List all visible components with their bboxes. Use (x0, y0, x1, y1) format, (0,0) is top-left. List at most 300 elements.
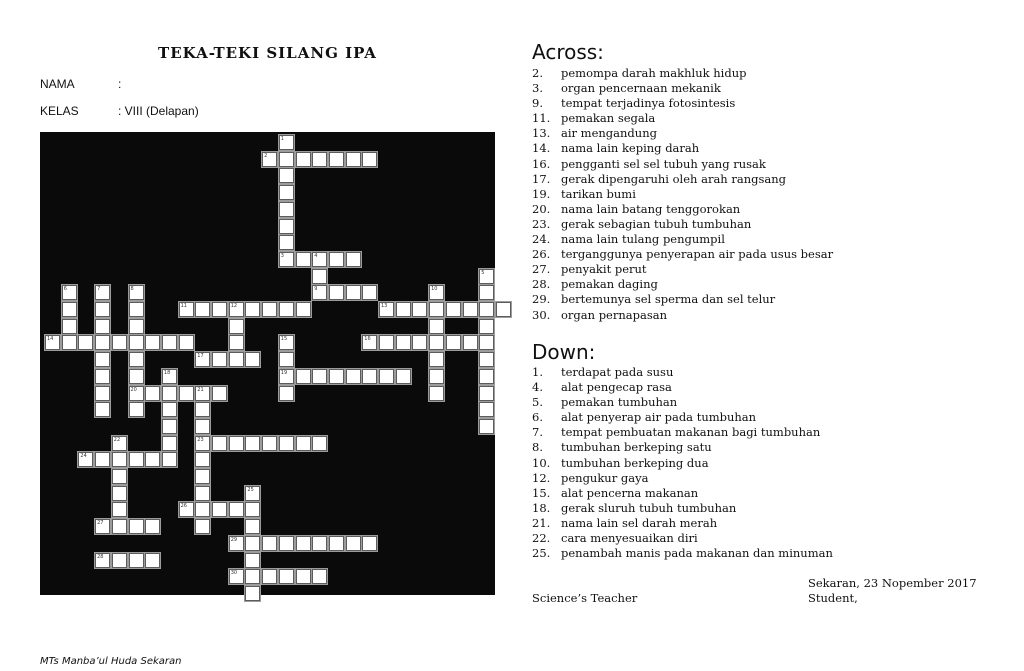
clue-text: alat pengecap rasa (561, 380, 672, 395)
clue-number: 24. (532, 232, 551, 247)
cell-number-25: 25 (247, 486, 254, 493)
cell-number-1: 1 (280, 136, 284, 142)
clue-text: tempat pembuatan makanan bagi tumbuhan (561, 425, 821, 440)
grid-cell[interactable] (95, 352, 110, 367)
grid-cell[interactable] (62, 335, 77, 350)
grid-cell[interactable] (112, 486, 127, 501)
down-clue-item (532, 486, 833, 501)
cell-number-2: 2 (264, 152, 268, 159)
clue-number: 6. (532, 410, 543, 425)
grid-cell[interactable] (296, 569, 311, 584)
grid-cell[interactable] (279, 219, 294, 234)
grid-cell[interactable] (195, 502, 210, 517)
cell-number-24: 24 (80, 453, 87, 460)
cell-number-12: 12 (230, 303, 238, 309)
grid-cell[interactable] (95, 369, 110, 384)
grid-cell[interactable] (145, 386, 160, 401)
grid-cell[interactable] (212, 386, 227, 401)
clue-text: tarikan bumi (561, 186, 636, 201)
cell-number-20: 20 (130, 386, 137, 393)
clue-text: cara menyesuaikan diri (561, 531, 698, 546)
grid-cell[interactable] (245, 302, 260, 317)
grid-cell[interactable] (379, 302, 394, 317)
cell-number-11: 11 (180, 303, 187, 309)
grid-cell[interactable] (145, 452, 160, 467)
cell-number-19: 19 (280, 369, 288, 376)
grid-cell[interactable] (112, 452, 127, 467)
grid-cell[interactable] (446, 335, 461, 350)
grid-cell[interactable] (479, 285, 494, 300)
grid-cell[interactable] (129, 402, 144, 417)
grid-cell[interactable] (479, 352, 494, 367)
crossword-grid (40, 132, 495, 595)
clue-number: 9. (532, 96, 543, 111)
grid-cell[interactable] (112, 469, 127, 484)
clue-text: terganggunya penyerapan air pada usus besar (561, 247, 834, 262)
grid-cell[interactable] (429, 302, 444, 317)
grid-cell[interactable] (195, 352, 210, 367)
grid-cell[interactable] (279, 536, 294, 551)
clue-text: bertemunya sel sperma dan sel telur (561, 292, 776, 307)
cell-number-17: 17 (197, 353, 204, 360)
clue-text: nama lain batang tenggorokan (561, 201, 741, 216)
grid-cell[interactable] (212, 352, 227, 367)
grid-cell[interactable] (78, 452, 93, 467)
clue-text: gerak dipengaruhi oleh arah rangsang (561, 171, 787, 186)
cell-number-8: 8 (130, 286, 134, 293)
nama-label: NAMA (40, 77, 75, 91)
grid-cell[interactable] (329, 285, 344, 300)
grid-cell[interactable] (296, 252, 311, 267)
clue-text: pemakan segala (561, 111, 656, 126)
clue-text: nama lain sel darah merah (561, 515, 718, 530)
cell-number-27: 27 (97, 520, 104, 527)
clue-number: 19. (532, 186, 551, 201)
grid-cell[interactable] (229, 302, 244, 317)
cell-number-21: 21 (197, 386, 204, 393)
grid-cell[interactable] (162, 452, 177, 467)
grid-cell[interactable] (279, 135, 294, 150)
grid-cell[interactable] (112, 553, 127, 568)
grid-cell[interactable] (212, 302, 227, 317)
nama-separator: : (118, 77, 122, 91)
grid-cell[interactable] (129, 335, 144, 350)
grid-cell[interactable] (312, 252, 327, 267)
grid-cell[interactable] (95, 285, 110, 300)
grid-cell[interactable] (262, 569, 277, 584)
across-clue-item (532, 308, 833, 323)
grid-cell[interactable] (129, 285, 144, 300)
grid-cell[interactable] (312, 536, 327, 551)
grid-cell[interactable] (296, 302, 311, 317)
down-clue-list (532, 365, 833, 561)
grid-cell[interactable] (429, 285, 444, 300)
grid-cell[interactable] (362, 285, 377, 300)
grid-cell[interactable] (429, 386, 444, 401)
cell-number-15: 15 (280, 336, 288, 343)
grid-cell[interactable] (296, 536, 311, 551)
grid-cell[interactable] (95, 335, 110, 350)
grid-cell[interactable] (162, 335, 177, 350)
across-heading: Across: (532, 40, 604, 64)
clue-number: 14. (532, 141, 551, 156)
clue-text: gerak sebagian tubuh tumbuhan (561, 216, 752, 231)
cell-number-14: 14 (47, 336, 54, 343)
grid-cell[interactable] (179, 386, 194, 401)
grid-cell[interactable] (195, 519, 210, 534)
grid-cell[interactable] (262, 302, 277, 317)
grid-cell[interactable] (62, 319, 77, 334)
clue-number: 28. (532, 277, 551, 292)
grid-cell[interactable] (162, 402, 177, 417)
across-clue-list (532, 66, 833, 323)
across-clue-item (532, 262, 833, 277)
clue-number: 10. (532, 455, 551, 470)
grid-cell[interactable] (229, 502, 244, 517)
clue-text: pemakan daging (561, 277, 658, 292)
across-clue-item (532, 96, 833, 111)
grid-cell[interactable] (95, 402, 110, 417)
across-clue-item (532, 126, 833, 141)
down-clue-item (532, 546, 833, 561)
clue-number: 8. (532, 440, 543, 455)
across-clue-item (532, 277, 833, 292)
grid-cell[interactable] (312, 436, 327, 451)
grid-cell[interactable] (279, 436, 294, 451)
down-clue-item (532, 531, 833, 546)
grid-cell[interactable] (396, 302, 411, 317)
clue-number: 2. (532, 66, 543, 80)
grid-cell[interactable] (62, 285, 77, 300)
grid-cell[interactable] (312, 569, 327, 584)
down-clue-item (532, 516, 833, 531)
grid-cell[interactable] (112, 436, 127, 451)
clue-text: pengganti sel sel tubuh yang rusak (561, 156, 766, 171)
grid-cell[interactable] (245, 536, 260, 551)
grid-cell[interactable] (195, 419, 210, 434)
grid-cell[interactable] (412, 335, 427, 350)
cell-number-5: 5 (481, 269, 485, 276)
grid-cell[interactable] (279, 302, 294, 317)
cell-number-30: 30 (230, 570, 238, 577)
grid-cell[interactable] (62, 302, 77, 317)
clue-number: 22. (532, 531, 551, 546)
grid-cell[interactable] (45, 335, 60, 350)
grid-cell[interactable] (312, 285, 327, 300)
grid-cell[interactable] (229, 436, 244, 451)
clue-number: 3. (532, 81, 543, 96)
grid-cell[interactable] (279, 152, 294, 167)
grid-cell[interactable] (279, 168, 294, 183)
grid-cell[interactable] (262, 152, 277, 167)
cell-number-6: 6 (63, 286, 67, 293)
grid-cell[interactable] (112, 502, 127, 517)
across-clue-item (532, 111, 833, 126)
grid-cell[interactable] (179, 502, 194, 517)
down-clue-item (532, 365, 833, 380)
kelas-label: KELAS (40, 104, 79, 118)
grid-cell[interactable] (379, 369, 394, 384)
clue-text: tempat terjadinya fotosintesis (561, 96, 736, 111)
grid-cell[interactable] (479, 386, 494, 401)
grid-cell[interactable] (179, 302, 194, 317)
cell-number-4: 4 (314, 252, 318, 259)
grid-cell[interactable] (362, 152, 377, 167)
grid-cell[interactable] (362, 369, 377, 384)
grid-cell[interactable] (145, 519, 160, 534)
cell-number-18: 18 (163, 369, 171, 376)
grid-cell[interactable] (396, 335, 411, 350)
grid-cell[interactable] (95, 452, 110, 467)
grid-cell[interactable] (329, 536, 344, 551)
grid-cell[interactable] (279, 369, 294, 384)
grid-cell[interactable] (279, 386, 294, 401)
grid-cell[interactable] (78, 335, 93, 350)
grid-cell[interactable] (162, 436, 177, 451)
clue-text: alat pencerna makanan (561, 485, 699, 500)
clue-text: air mengandung (561, 126, 657, 141)
clue-number: 30. (532, 307, 551, 322)
grid-cell[interactable] (279, 235, 294, 250)
across-clue-item (532, 157, 833, 172)
grid-cell[interactable] (362, 536, 377, 551)
clue-number: 16. (532, 156, 551, 171)
grid-cell[interactable] (412, 302, 427, 317)
grid-cell[interactable] (229, 335, 244, 350)
grid-cell[interactable] (95, 553, 110, 568)
grid-cell[interactable] (129, 352, 144, 367)
clue-text: terdapat pada susu (561, 365, 674, 379)
grid-cell[interactable] (279, 569, 294, 584)
clue-number: 11. (532, 111, 551, 126)
across-clue-item (532, 66, 833, 81)
page-title: TEKA-TEKI SILANG IPA (158, 44, 377, 62)
grid-cell[interactable] (145, 335, 160, 350)
grid-cell[interactable] (429, 319, 444, 334)
grid-cell[interactable] (396, 369, 411, 384)
grid-cell[interactable] (346, 252, 361, 267)
clue-text: penyakit perut (561, 262, 647, 277)
grid-cell[interactable] (346, 152, 361, 167)
grid-cell[interactable] (195, 436, 210, 451)
down-clue-item (532, 380, 833, 395)
grid-cell[interactable] (245, 436, 260, 451)
grid-cell[interactable] (262, 436, 277, 451)
grid-cell[interactable] (346, 285, 361, 300)
clue-number: 4. (532, 380, 543, 395)
grid-cell[interactable] (162, 419, 177, 434)
school-footer: MTs Manba’ul Huda Sekaran (40, 656, 182, 667)
grid-cell[interactable] (312, 152, 327, 167)
grid-cell[interactable] (245, 352, 260, 367)
clue-number: 12. (532, 470, 551, 485)
grid-cell[interactable] (195, 486, 210, 501)
down-clue-item (532, 456, 833, 471)
clue-number: 27. (532, 262, 551, 277)
across-clue-item (532, 187, 833, 202)
clue-number: 20. (532, 201, 551, 216)
grid-cell[interactable] (229, 536, 244, 551)
clue-text: pemompa darah makhluk hidup (561, 66, 747, 80)
grid-cell[interactable] (463, 335, 478, 350)
grid-cell[interactable] (346, 369, 361, 384)
grid-cell[interactable] (262, 536, 277, 551)
clue-text: penambah manis pada makanan dan minuman (561, 546, 833, 561)
grid-cell[interactable] (296, 152, 311, 167)
across-clue-item (532, 247, 833, 262)
grid-cell[interactable] (245, 519, 260, 534)
grid-cell[interactable] (496, 302, 511, 317)
grid-cell[interactable] (129, 302, 144, 317)
cell-number-13: 13 (381, 303, 388, 309)
clue-number: 29. (532, 292, 551, 307)
grid-cell[interactable] (195, 402, 210, 417)
grid-cell[interactable] (162, 369, 177, 384)
clue-number: 1. (532, 365, 543, 379)
grid-cell[interactable] (296, 436, 311, 451)
student-signature-label: Student, (808, 591, 858, 605)
grid-cell[interactable] (245, 586, 260, 601)
grid-cell[interactable] (279, 185, 294, 200)
date-place: Sekaran, 23 Nopember 2017 (808, 576, 977, 590)
grid-cell[interactable] (229, 352, 244, 367)
cell-number-23: 23 (197, 436, 204, 443)
cell-number-16: 16 (364, 336, 371, 343)
teacher-signature-label: Science’s Teacher (532, 591, 638, 605)
grid-cell[interactable] (112, 519, 127, 534)
across-clue-item (532, 232, 833, 247)
grid-cell[interactable] (479, 302, 494, 317)
grid-cell[interactable] (245, 486, 260, 501)
grid-cell[interactable] (312, 369, 327, 384)
grid-cell[interactable] (129, 553, 144, 568)
cell-number-10: 10 (431, 286, 438, 293)
grid-cell[interactable] (279, 202, 294, 217)
grid-cell[interactable] (195, 302, 210, 317)
clue-text: alat penyerap air pada tumbuhan (561, 410, 757, 425)
grid-cell[interactable] (479, 369, 494, 384)
grid-cell[interactable] (129, 369, 144, 384)
down-clue-item (532, 425, 833, 440)
grid-cell[interactable] (479, 335, 494, 350)
clue-number: 18. (532, 500, 551, 515)
grid-cell[interactable] (245, 569, 260, 584)
grid-cell[interactable] (329, 152, 344, 167)
grid-cell[interactable] (446, 302, 461, 317)
clue-text: organ pernapasan (561, 307, 668, 322)
grid-cell[interactable] (129, 386, 144, 401)
grid-cell[interactable] (296, 369, 311, 384)
cell-number-7: 7 (97, 286, 101, 293)
grid-cell[interactable] (479, 319, 494, 334)
clue-text: nama lain tulang pengumpil (561, 232, 725, 247)
grid-cell[interactable] (362, 335, 377, 350)
grid-cell[interactable] (212, 436, 227, 451)
clue-text: organ pencernaan mekanik (561, 81, 721, 96)
clue-number: 21. (532, 515, 551, 530)
grid-cell[interactable] (229, 319, 244, 334)
clue-number: 5. (532, 395, 543, 410)
grid-cell[interactable] (429, 369, 444, 384)
grid-cell[interactable] (162, 386, 177, 401)
grid-cell[interactable] (245, 553, 260, 568)
grid-cell[interactable] (229, 569, 244, 584)
grid-cell[interactable] (479, 419, 494, 434)
grid-cell[interactable] (212, 502, 227, 517)
kelas-value: : VIII (Delapan) (118, 104, 199, 118)
cell-number-3: 3 (280, 252, 284, 259)
cell-number-9: 9 (314, 286, 318, 293)
cell-number-26: 26 (180, 503, 187, 510)
clue-number: 23. (532, 216, 551, 231)
grid-cell[interactable] (195, 386, 210, 401)
clue-text: tumbuhan berkeping satu (561, 440, 712, 455)
clue-text: pemakan tumbuhan (561, 395, 678, 410)
clue-text: gerak sluruh tubuh tumbuhan (561, 500, 737, 515)
across-clue-item (532, 217, 833, 232)
across-clue-item (532, 81, 833, 96)
grid-cell[interactable] (279, 335, 294, 350)
across-clue-item (532, 202, 833, 217)
grid-cell[interactable] (195, 469, 210, 484)
grid-cell[interactable] (179, 335, 194, 350)
grid-cell[interactable] (279, 252, 294, 267)
down-clue-item (532, 471, 833, 486)
grid-cell[interactable] (245, 502, 260, 517)
clue-text: pengukur gaya (561, 470, 649, 485)
cell-number-29: 29 (230, 536, 238, 543)
clue-number: 7. (532, 425, 543, 440)
grid-cell[interactable] (429, 352, 444, 367)
grid-cell[interactable] (95, 519, 110, 534)
clue-number: 13. (532, 126, 551, 141)
down-clue-item (532, 501, 833, 516)
grid-cell[interactable] (429, 335, 444, 350)
grid-cell[interactable] (312, 269, 327, 284)
grid-cell[interactable] (346, 536, 361, 551)
clue-number: 15. (532, 485, 551, 500)
grid-cell[interactable] (463, 302, 478, 317)
grid-cell[interactable] (95, 319, 110, 334)
grid-cell[interactable] (112, 335, 127, 350)
grid-cell[interactable] (129, 452, 144, 467)
down-clue-item (532, 410, 833, 425)
cell-number-22: 22 (113, 436, 121, 443)
grid-cell[interactable] (95, 302, 110, 317)
grid-cell[interactable] (329, 369, 344, 384)
grid-cell[interactable] (95, 386, 110, 401)
cell-number-28: 28 (97, 553, 104, 560)
across-clue-item (532, 292, 833, 307)
grid-cell[interactable] (279, 352, 294, 367)
clue-number: 25. (532, 546, 551, 561)
clue-text: nama lain keping darah (561, 141, 700, 156)
grid-cell[interactable] (129, 519, 144, 534)
grid-cell[interactable] (129, 319, 144, 334)
clue-number: 26. (532, 247, 551, 262)
grid-cell[interactable] (479, 402, 494, 417)
clue-number: 17. (532, 171, 551, 186)
across-clue-item (532, 141, 833, 156)
clue-text: tumbuhan berkeping dua (561, 455, 709, 470)
grid-cell[interactable] (195, 452, 210, 467)
grid-cell[interactable] (479, 269, 494, 284)
grid-cell[interactable] (379, 335, 394, 350)
grid-cell[interactable] (145, 553, 160, 568)
grid-cell[interactable] (329, 252, 344, 267)
down-heading: Down: (532, 340, 596, 364)
across-clue-item (532, 172, 833, 187)
